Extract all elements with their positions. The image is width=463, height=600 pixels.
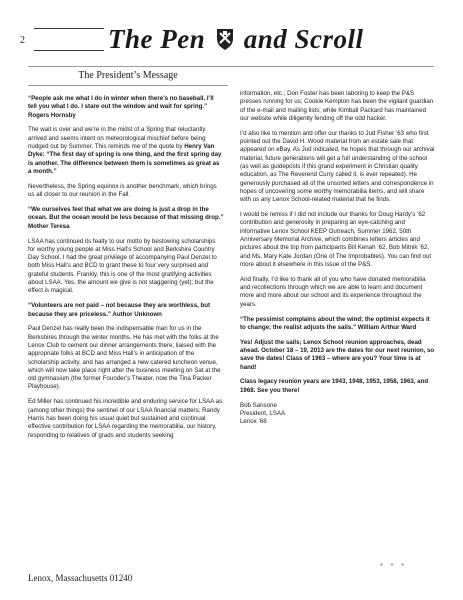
masthead-rule-top bbox=[34, 28, 104, 29]
title-right: and Scroll bbox=[243, 24, 364, 54]
shield-crest-icon bbox=[215, 27, 235, 51]
paragraph: Class legacy reunion years are 1943, 1948, 1953, 1958, 1963, and 1968. See you there! bbox=[240, 378, 429, 394]
paragraph: Ed Miller has continued his incredible and enduring service for LSAA as (among other things) the sentinel of our LSAA financial matters; Randy Harris has been doing his usual quiet but sustained and continual effective contribution for LSAA regarding the memorabilia, our history, responding to relatives of grads and students seeking bbox=[28, 398, 223, 439]
signature-line: Bob Sansone bbox=[240, 401, 277, 409]
masthead bbox=[20, 22, 444, 56]
title-left: The Pen bbox=[108, 24, 206, 54]
left-column bbox=[28, 95, 224, 446]
paragraph: Yes! Adjust the sails; Lenox School reunion approaches, dead ahead. October 18 – 19, 2013 are the dates for our next reunion, so save the dates! Class of 1963 – where are you? Your time is at hand! bbox=[240, 338, 435, 371]
paragraph-segment: Henry Van Dyke: “The first day of spring is one thing, and the first spring day is another. The difference between them is sometimes as great as a month.” bbox=[28, 143, 222, 175]
paragraph: information, etc.; Don Foster has been laboring to keep the P&S presses running for us; Cookie Kempton has been the vigilant guardian of the e-mail and mailing lists; while Kimball Packard has maintained our website while diligently fending off the odd hacker. bbox=[240, 90, 434, 122]
section-title-underline bbox=[28, 85, 228, 86]
paragraph: Paul Denzel has really been the indispensable man for us in the Berkshires through the winter months. He has met with the folks at the Lenox Club to cement our dinner arrangements there; liaised with the appropriate folks at BCD and Miss Hall’s in anticipation of the scholarship activity, and has arranged a new catered luncheon venue, which will now take place right after the business meeting on Sat at the old gymnasium (the former Founder’s Theater, now the Tina Packer Playhouse). bbox=[28, 325, 221, 391]
paragraph: I’d also like to mention and offer our thanks to Jud Fisher ’63 who first pointed out the David H. Wood material from an estate sale that appeared on eBay. As Jud indicated, he hopes that through our archival material, future generations will get a full understanding of the school (as well as guideposts if this grand experiment in Christian quality education, as The Reverend Curry called it, is ever repeated). He generously purchased all of the unsorted letters and correspondence in hopes of uncovering some worthy memorabilia items, and will share with us any Lenox School-related material that he finds. bbox=[240, 129, 435, 204]
page-number: 2 bbox=[20, 35, 25, 46]
signature-line: Lenox ’68 bbox=[240, 418, 267, 426]
paragraph: And finally, I’d like to thank all of you who have donated memorabilia and recollections through which we are able to learn and document more and more about our school and its experience throughout the years. bbox=[240, 275, 426, 308]
masthead-rule-bottom bbox=[34, 50, 104, 51]
section-divider bbox=[28, 66, 434, 67]
end-mark: * * * bbox=[380, 563, 408, 570]
newsletter-title bbox=[108, 24, 364, 55]
footer-address: Lenox, Massachusetts 01240 bbox=[28, 573, 133, 583]
paragraph bbox=[240, 402, 436, 427]
paragraph: I would be remiss if I did not include our thanks for Doug Hardy’s ’62 contribution and generosity in preparing an eye-catching and informative Lenox School KEEP Outreach, Summer 1962, 50th Anniversary Memorial Archive, which combines letters articles and pictures about the trip from participants Bill Kenah ’62, Bob Mitnik ’62, and Ms. Mary Kate Jordan (One of The Improbables). You can find out more about it elsewhere in this issue of the P&S. bbox=[240, 211, 432, 268]
paragraph bbox=[28, 126, 224, 176]
paragraph: LSAA has continued its fealty to our motto by bestowing scholarships for worthy young people at Miss Hall’s School and Berkshire Country Day School. I had the great privilege of accompanying Paul Denzel to both Miss Hall’s and BCD to grant these to four very surprised and grateful students. Frankly, this is one of the most gratifying activities about LSAA. Yes, the amount we give is not staggering (yet); but the effect is magical. bbox=[28, 237, 217, 295]
paragraph: “People ask me what I do in winter when there’s no baseball. I’ll tell you what I do. I stare out the window and wait for spring.” Rogers Hornsby bbox=[28, 95, 214, 119]
paragraph: “We ourselves feel that what we are doing is just a drop in the ocean. But the ocean would be less because of that missing drop.” Mother Teresa bbox=[28, 206, 224, 230]
paragraph: “The pessimist complains about the wind; the optimist expects it to change; the realist adjusts the sails.” William Arthur Ward bbox=[240, 315, 430, 331]
paragraph: Nevertheless, the Spring equinox is another benchmark, which brings us all closer to our reunion in the Fall. bbox=[28, 182, 217, 199]
signature-line: President, LSAA bbox=[240, 409, 286, 417]
paragraph: “Volunteers are not paid – not because they are worthless, but because they are priceless.” Author Unknown bbox=[28, 302, 211, 318]
section-title: The President’s Message bbox=[78, 70, 178, 81]
paragraph-segment: The wait is over and we’re in the midst of a Spring that reluctantly arrived and seems intent on meteorological mischief before being nudged out by Summer. This reminds me of the quote by bbox=[28, 126, 206, 151]
right-column bbox=[240, 90, 436, 433]
